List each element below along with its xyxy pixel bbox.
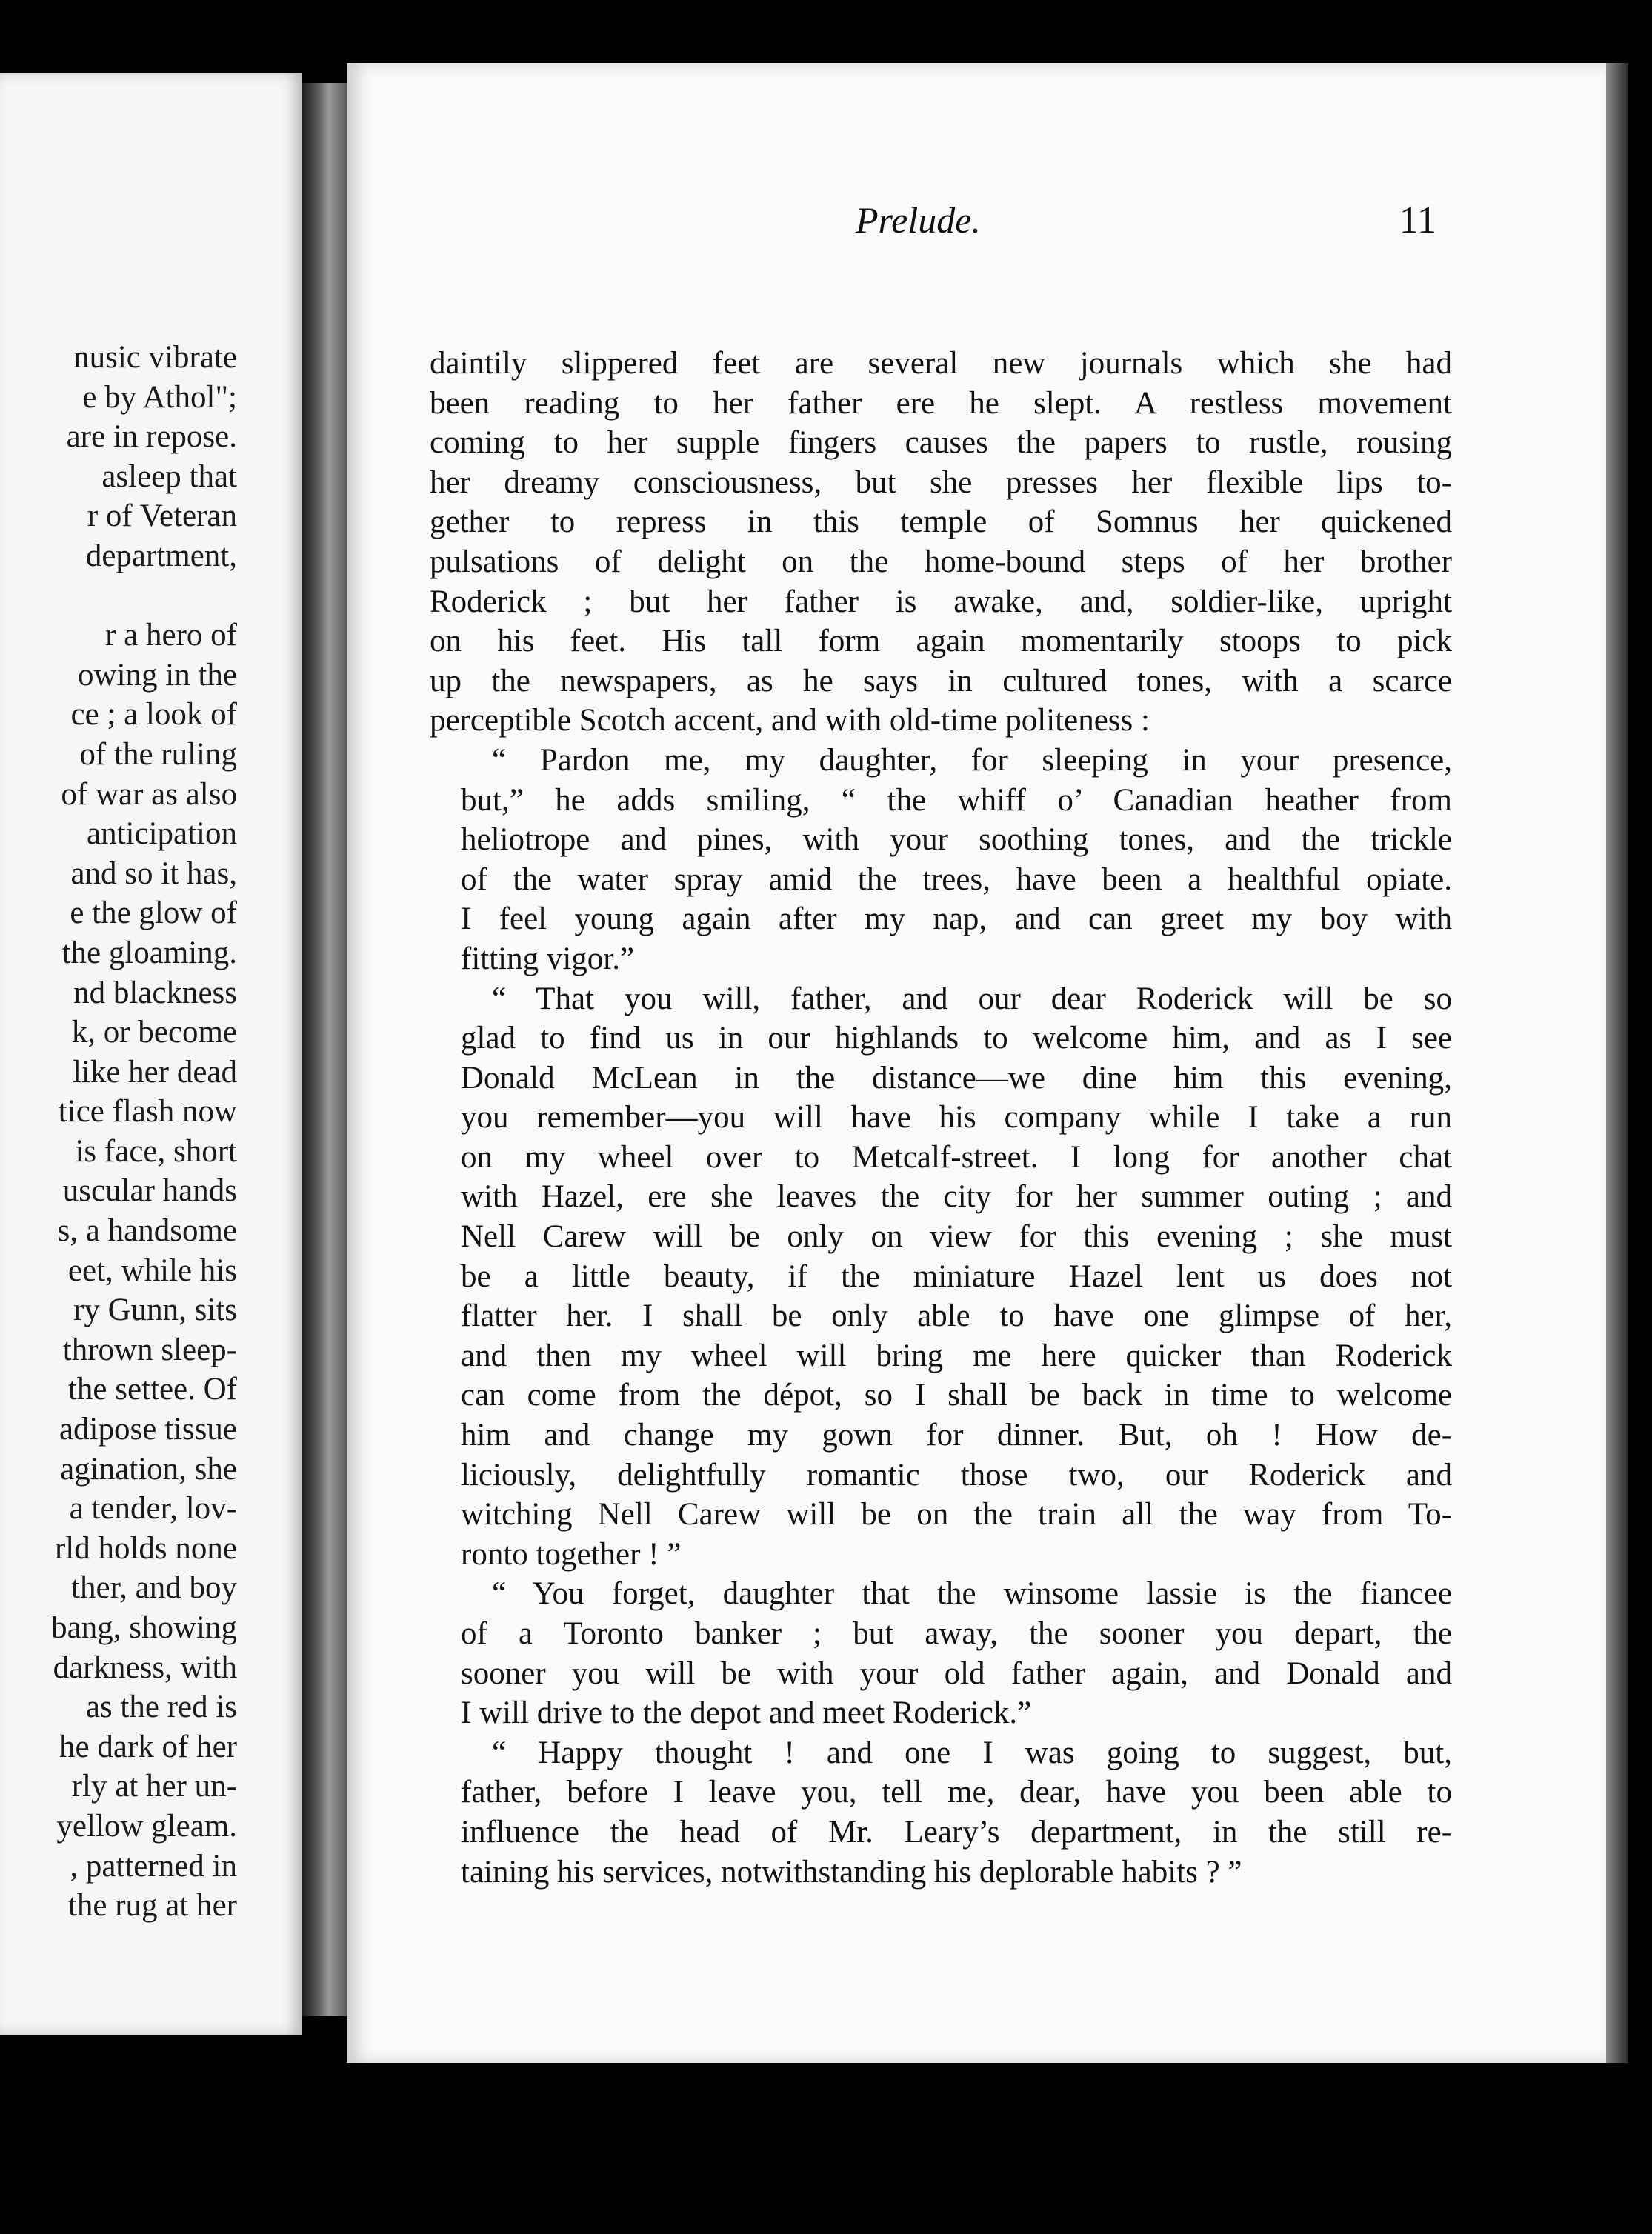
text-line: on his feet. His tall form again momentarily stoops to pick (430, 624, 1452, 659)
previous-page-line: uscular hands (62, 1173, 237, 1209)
previous-page-line: owing in the (78, 657, 237, 693)
previous-page-line: yellow gleam. (56, 1808, 237, 1844)
previous-page-line: darkness, with (53, 1650, 237, 1685)
text-line: witching Nell Carew will be on the train all the way from To- (461, 1497, 1452, 1533)
text-line: Roderick ; but her father is awake, and, soldier-like, upright (430, 584, 1452, 619)
previous-page-line: k, or become (71, 1015, 237, 1050)
previous-page-line: as the red is (85, 1690, 237, 1725)
previous-page-line: department, (85, 538, 237, 573)
previous-page-line: r of Veteran (87, 499, 237, 534)
text-line: be a little beauty, if the miniature Hazel lent us does not (461, 1258, 1452, 1294)
paragraph (430, 344, 1452, 741)
previous-page-line: s, a handsome (57, 1213, 237, 1249)
book-gutter (302, 83, 347, 2016)
text-line: I feel young again after my nap, and can greet my boy with (461, 901, 1452, 937)
previous-page-line: r a hero of (105, 618, 237, 653)
previous-page-line: bang, showing (51, 1610, 237, 1645)
previous-page-line: nusic vibrate (73, 340, 237, 375)
page-edge-shadow (1606, 63, 1628, 2063)
text-line: glad to find us in our highlands to welcome him, and as I see (461, 1021, 1452, 1056)
paragraph (430, 979, 1452, 1575)
text-line: up the newspapers, as he says in cultured tones, with a scarce (430, 663, 1452, 698)
previous-page-line: of the ruling (79, 736, 237, 772)
previous-page-line: of war as also (61, 776, 237, 812)
text-line: on my wheel over to Metcalf-street. I long for another chat (461, 1139, 1452, 1175)
paragraph (430, 741, 1452, 979)
text-line: father, before I leave you, tell me, dear, have you been able to (461, 1775, 1452, 1810)
previous-page-line: tice flash now (58, 1094, 237, 1130)
body-text (430, 344, 1452, 1892)
previous-page-text (51, 338, 237, 1926)
text-line: flatter her. I shall be only able to have one glimpse of her, (461, 1298, 1452, 1334)
text-line: heliotrope and pines, with your soothing tones, and the trickle (461, 822, 1452, 858)
previous-page-line: the gloaming. (61, 935, 237, 970)
text-line: of the water spray amid the trees, have been a healthful opiate. (461, 861, 1452, 897)
previous-page-line: is face, short (75, 1133, 237, 1169)
previous-page-line (51, 576, 237, 616)
paragraph (430, 1574, 1452, 1733)
previous-page-line: he dark of her (59, 1729, 237, 1764)
text-line: liciously, delightfully romantic those two, our Roderick and (461, 1457, 1452, 1493)
previous-page-line: rly at her un- (71, 1769, 237, 1804)
text-line: of a Toronto banker ; but away, the sooner you depart, the (461, 1616, 1452, 1651)
text-line: daintily slippered feet are several new journals which she had (430, 346, 1452, 381)
text-line: sooner you will be with your old father again, and Donald and (461, 1656, 1452, 1691)
text-line: her dreamy consciousness, but she presses her flexible lips to- (430, 464, 1452, 500)
previous-page (0, 73, 302, 2035)
text-line: ronto together ! ” (461, 1536, 682, 1572)
previous-page-line: thrown sleep- (62, 1332, 237, 1367)
previous-page-line: e the glow of (70, 896, 237, 931)
text-line: him and change my gown for dinner. But, oh ! How de- (461, 1418, 1452, 1453)
previous-page-line: like her dead (72, 1054, 237, 1090)
previous-page-line: adipose tissue (59, 1412, 237, 1447)
previous-page-line: , patterned in (70, 1848, 237, 1884)
text-line: but,” he adds smiling, “ the whiff o’ Canadian heather from (461, 782, 1452, 818)
previous-page-line: ry Gunn, sits (73, 1293, 237, 1328)
text-line: you remember—you will have his company while I take a run (461, 1100, 1452, 1136)
previous-page-line: ce ; a look of (70, 697, 237, 733)
text-line: coming to her supple fingers causes the papers to rustle, rousing (430, 425, 1452, 461)
running-title: Prelude. (856, 199, 981, 241)
previous-page-line: asleep that (101, 459, 237, 494)
text-line: can come from the dépot, so I shall be back in time to welcome (461, 1378, 1452, 1413)
paragraph (430, 1733, 1452, 1892)
text-line: fitting vigor.” (461, 941, 635, 976)
text-line: Nell Carew will be only on view for this evening ; she must (461, 1219, 1452, 1255)
text-line: Donald McLean in the distance—we dine him this evening, (461, 1060, 1452, 1096)
previous-page-line: a tender, lov- (69, 1491, 237, 1527)
previous-page-line: anticipation (87, 816, 237, 852)
previous-page-line: eet, while his (67, 1253, 237, 1288)
text-line: pulsations of delight on the home-bound steps of her brother (430, 544, 1452, 579)
previous-page-line: e by Athol"; (82, 379, 237, 415)
text-line: gether to repress in this temple of Somnus her quickened (430, 504, 1452, 540)
text-line: “ Happy thought ! and one I was going to suggest, but, (492, 1735, 1452, 1770)
text-line: been reading to her father ere he slept. A restless movement (430, 385, 1452, 421)
previous-page-line: the rug at her (67, 1888, 237, 1924)
running-header (530, 199, 1448, 250)
previous-page-line: nd blackness (73, 975, 237, 1010)
text-line: “ Pardon me, my daughter, for sleeping in your presence, (492, 742, 1452, 778)
text-line: taining his services, notwithstanding his deplorable habits ? ” (461, 1854, 1242, 1890)
text-line: “ That you will, father, and our dear Roderick will be so (492, 981, 1452, 1016)
text-line: “ You forget, daughter that the winsome lassie is the fiancee (492, 1576, 1452, 1612)
previous-page-line: ther, and boy (71, 1570, 237, 1606)
previous-page-line: are in repose. (66, 419, 237, 455)
previous-page-line: and so it has, (70, 856, 237, 891)
text-line: with Hazel, ere she leaves the city for her summer outing ; and (461, 1179, 1452, 1215)
text-line: influence the head of Mr. Leary’s department, in the still re- (461, 1814, 1452, 1850)
previous-page-line: rld holds none (54, 1530, 237, 1566)
text-line: I will drive to the depot and meet Roderick.” (461, 1695, 1032, 1731)
page-number: 11 (1399, 199, 1436, 241)
previous-page-line: agination, she (60, 1451, 237, 1487)
text-line: perceptible Scotch accent, and with old-time politeness : (430, 703, 1150, 738)
previous-page-line: the settee. Of (67, 1372, 237, 1407)
text-line: and then my wheel will bring me here quicker than Roderick (461, 1338, 1452, 1373)
